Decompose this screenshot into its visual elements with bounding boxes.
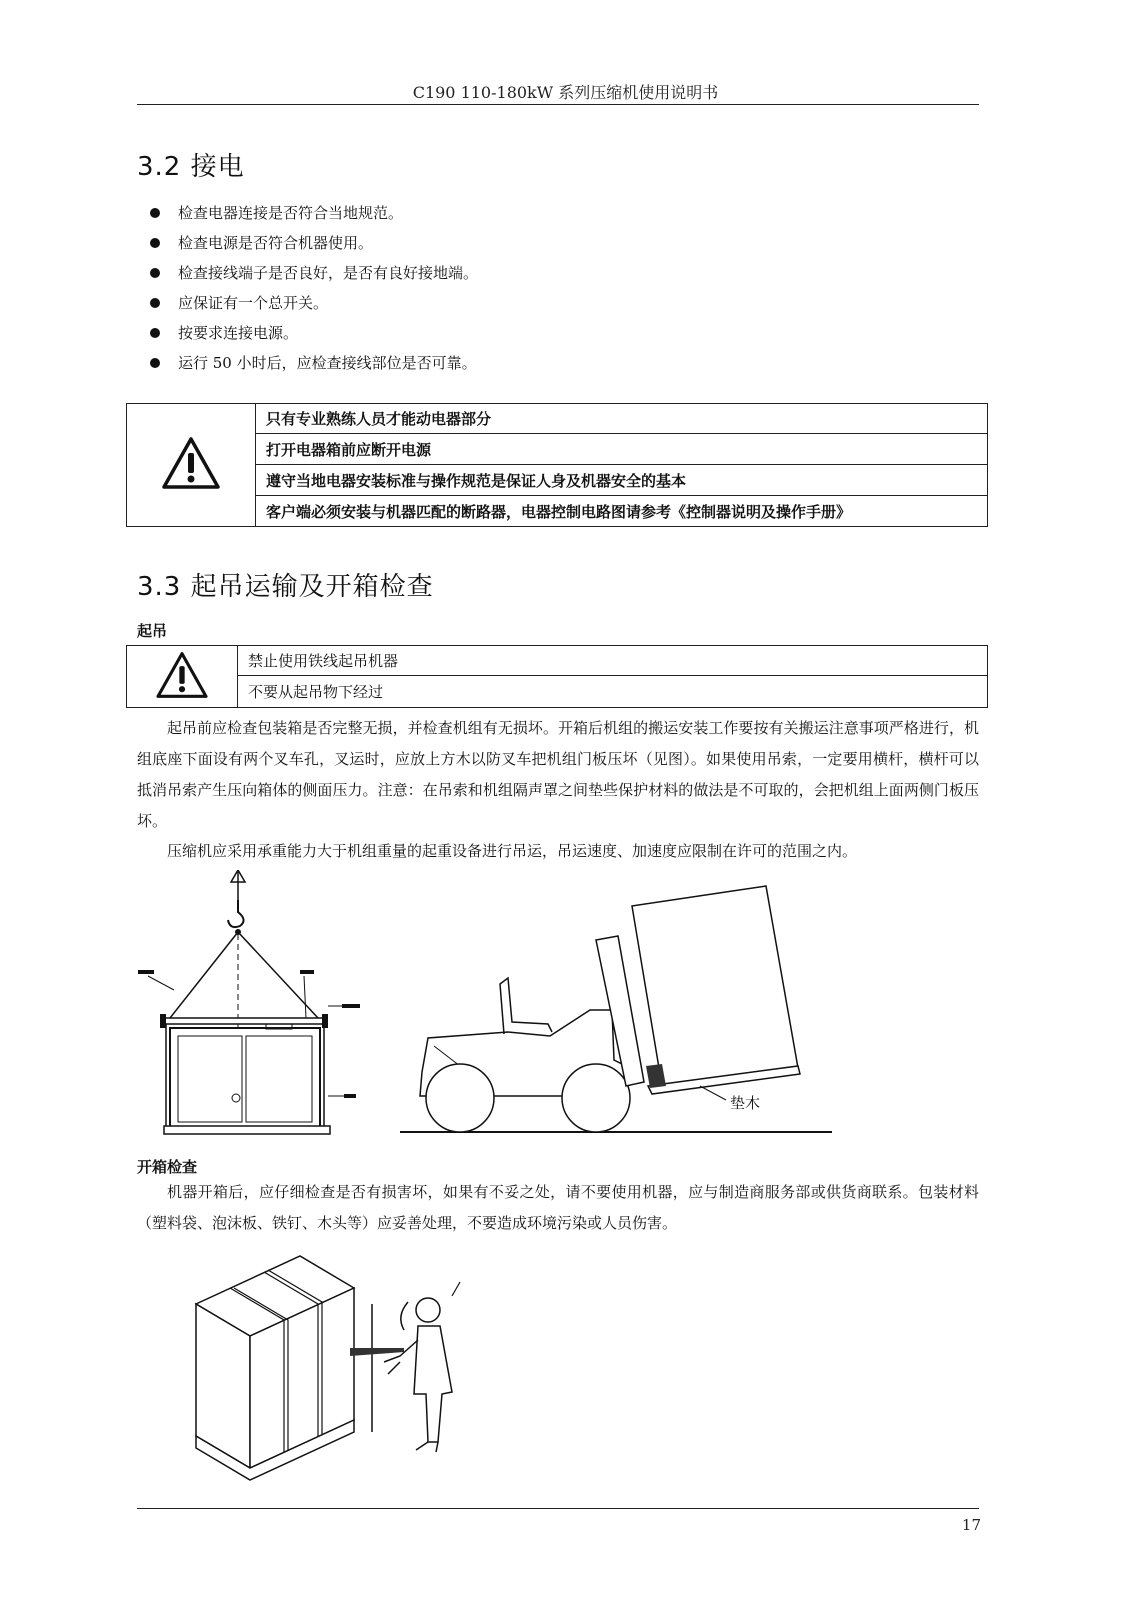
warning-row: 只有专业熟练人员才能动电器部分: [256, 404, 988, 434]
warning-triangle-icon: [161, 436, 221, 490]
bullet-dot: [150, 298, 160, 308]
bullet-dot: [150, 328, 160, 338]
forklift-figure: [400, 860, 840, 1150]
bullet-item: 检查接线端子是否良好，是否有良好接地端。: [150, 258, 478, 288]
footer-rule: [137, 1508, 979, 1509]
warning-icon-cell: [127, 646, 238, 708]
lifting-paragraph-2: 压缩机应采用承重能力大于机组重量的起重设备进行吊运，吊运速度、加速度应限制在许可的范围之内。: [167, 842, 858, 860]
unpacking-paragraph: 机器开箱后，应仔细检查是否有损害坏，如果有不妥之处，请不要使用机器，应与制造商服务部或供货商联系。包装材料（塑料袋、泡沫板、铁钉、木头等）应妥善处理，不要造成环境污染或人员伤害。: [137, 1183, 979, 1232]
bullet-item: 检查电器连接是否符合当地规范。: [150, 198, 478, 228]
bullet-item: 运行 50 小时后，应检查接线部位是否可靠。: [150, 348, 478, 378]
warning-row: 客户端必须安装与机器匹配的断路器，电器控制电路图请参考《控制器说明及操作手册》: [256, 496, 988, 527]
timber-label: 垫木: [730, 1094, 761, 1112]
lifting-warning-row: 禁止使用铁线起吊机器: [238, 646, 988, 676]
bullet-dot: [150, 238, 160, 248]
warning-row: 打开电器箱前应断开电源: [256, 434, 988, 465]
bullet-dot: [150, 208, 160, 218]
unpacking-heading: 开箱检查: [137, 1158, 198, 1176]
lifting-paragraph: 起吊前应检查包装箱是否完整无损，并检查机组有无损坏。开箱后机组的搬运安装工作要按有关搬运注意事项严格进行，机组底座下面设有两个叉车孔，叉运时，应放上方木以防叉车把机组门板压坏（见图）。如果使用吊索，一定要用横杆，横杆可以抵消吊索产生压向箱体的侧面压力。注意：在吊索和机组隔声罩之间垫些保护材料的做法是不可取的，会把机组上面两侧门板压坏。: [137, 719, 979, 830]
electrical-warning-table: [126, 403, 988, 527]
section-title-3-3: 3.3 起吊运输及开箱检查: [137, 572, 434, 602]
lifting-warning-row: 不要从起吊物下经过: [238, 676, 988, 708]
bullet-item: 应保证有一个总开关。: [150, 288, 478, 318]
bullet-item: 检查电源是否符合机器使用。: [150, 228, 478, 258]
crane-lifting-figure: [130, 870, 370, 1150]
lifting-heading: 起吊: [137, 622, 168, 640]
inspection-figure: [190, 1252, 490, 1492]
warning-triangle-icon: [155, 651, 209, 699]
bullet-list: [150, 198, 478, 378]
bullet-dot: [150, 358, 160, 368]
header-rule: [137, 104, 979, 105]
bullet-dot: [150, 268, 160, 278]
running-header: C190 110-180kW 系列压缩机使用说明书: [412, 83, 719, 102]
section-title-3-2: 3.2 接电: [137, 152, 245, 182]
warning-icon-cell: [127, 404, 256, 527]
warning-row: 遵守当地电器安装标准与操作规范是保证人身及机器安全的基本: [256, 465, 988, 496]
page-number: 17: [961, 1516, 981, 1534]
lifting-warning-table: [126, 645, 988, 708]
bullet-item: 按要求连接电源。: [150, 318, 478, 348]
